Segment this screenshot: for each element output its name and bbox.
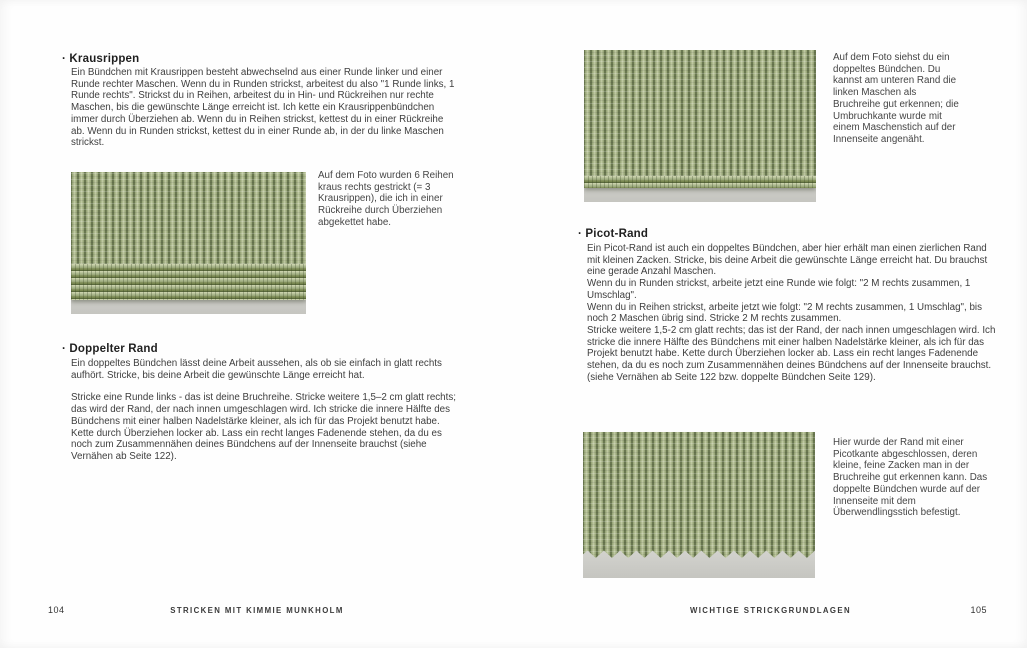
picot-rand-body — [587, 243, 1001, 383]
picot-rand-swatch-photo — [583, 432, 815, 578]
doppelter-rand-heading: · Doppelter Rand — [62, 343, 158, 355]
picot-rand-photo-caption: Hier wurde der Rand mit einer Picotkante abgeschlossen, deren kleine, feine Zacken man in der Bruchreihe gut erkennen kann. Das doppelte Bündchen wurde auf der Innenseite mit dem Überwendlingsstich befestigt. — [833, 437, 988, 519]
picot-rand-paragraph-1: Ein Picot-Rand ist auch ein doppeltes Bündchen, aber hier erhält man einen zierlichen Rand mit kleinen Zacken. Stricke, bis deine Arbeit die gewünschte Länge erreicht hat. Du brauchst eine gerade Anzahl Maschen. — [587, 243, 988, 278]
krausrippen-photo-caption: Auf dem Foto wurden 6 Reihen kraus rechts gestrickt (= 3 Krausrippen), die ich in einer Rückreihe durch Überziehen abgekettet habe. — [318, 170, 454, 228]
left-page-number: 104 — [48, 605, 65, 615]
krausrippen-body-text: Ein Bündchen mit Krausrippen besteht abwechselnd aus einer Runde linker und einer Runde rechter Maschen. Wenn du in Runden strickst, arbeitest du also "1 Runde links, 1 Runde rechts". Strickst du in Reihen, arbeitest du in Hin- und Rückreihen nur rechte Maschen, bis die gewünschte Länge erreicht ist. Ich kette ein Krausrippenbündchen immer durch Überziehen ab. Wenn du in Reihen strickst, kettest du in einer Rückreihe ab. Wenn du in Runden strickst, kettest du in einer Runde ab, in der du linke Maschen strickst. — [71, 67, 455, 149]
stockinette-texture — [584, 50, 816, 176]
picot-rand-paragraph-3: Wenn du in Reihen strickst, arbeite jetzt wie folgt: "2 M rechts zusammen, 1 Umschlag", bis noch 2 Maschen übrig sind. Stricke 2 M rechts zusammen. — [587, 301, 982, 325]
krausrippen-heading: · Krausrippen — [62, 53, 140, 65]
doppelter-rand-paragraph-2: Stricke eine Runde links - das ist deine Bruchreihe. Stricke weitere 1,5–2 cm glatt rechts; das wird der Rand, der nach innen umgeschlagen wird. Ich stricke die innere Hälfte des Bündchens mit einer halben Nadelstärke kleiner, als ich für das Projekt benutzt habe. Kette durch Überziehen locker ab. Lass ein recht langes Fadenende stehen, da du es noch zum Zusammennähen deines Bündchens auf der Innenseite brauchst (siehe Vernähen ab Seite 122). — [71, 392, 456, 462]
right-page-number: 105 — [970, 605, 987, 615]
garter-ridge-texture — [71, 264, 306, 300]
doppelter-rand-swatch-photo — [584, 50, 816, 202]
krausrippen-swatch-photo — [71, 172, 306, 314]
stockinette-texture — [71, 172, 306, 264]
picot-rand-paragraph-2: Wenn du in Runden strickst, arbeite jetzt eine Runde wie folgt: "2 M rechts zusammen, 1 Umschlag". — [587, 278, 971, 301]
right-running-title: WICHTIGE STRICKGRUNDLAGEN — [689, 606, 852, 615]
picot-edge-texture — [583, 432, 815, 558]
doppelter-rand-body — [71, 358, 459, 463]
picot-rand-paragraph-4: Stricke weitere 1,5-2 cm glatt rechts; das ist der Rand, der nach innen umgeschlagen wird. Ich stricke die innere Hälfte des Bündchens mit einer halben Nadelstärke kleiner, als ich für das Projekt benutzt habe. Kette durch Überziehen locker ab. Lass ein recht langes Fadenende stehen, da du es noch zum Zusammennähen deines Bündchens auf der Innenseite brauchst. (siehe Vernähen ab Seite 122 bzw. doppelte Bündchen Seite 129). — [587, 324, 996, 383]
doppelter-rand-photo-caption: Auf dem Foto siehst du ein doppeltes Bündchen. Du kannst am unteren Rand die linken Maschen als Bruchreihe gut erkennen; die Umbruchkante wurde mit einem Maschenstich auf der Innenseite angenäht. — [833, 52, 959, 145]
hem-edge-texture — [584, 176, 816, 188]
doppelter-rand-paragraph-1: Ein doppeltes Bündchen lässt deine Arbeit aussehen, als ob sie einfach in glatt rechts aufhört. Stricke, bis deine Arbeit die gewünschte Länge erreicht hat. — [71, 358, 442, 381]
picot-rand-heading: · Picot-Rand — [578, 228, 649, 240]
left-running-title: STRICKEN MIT KIMMIE MUNKHOLM — [170, 606, 344, 615]
